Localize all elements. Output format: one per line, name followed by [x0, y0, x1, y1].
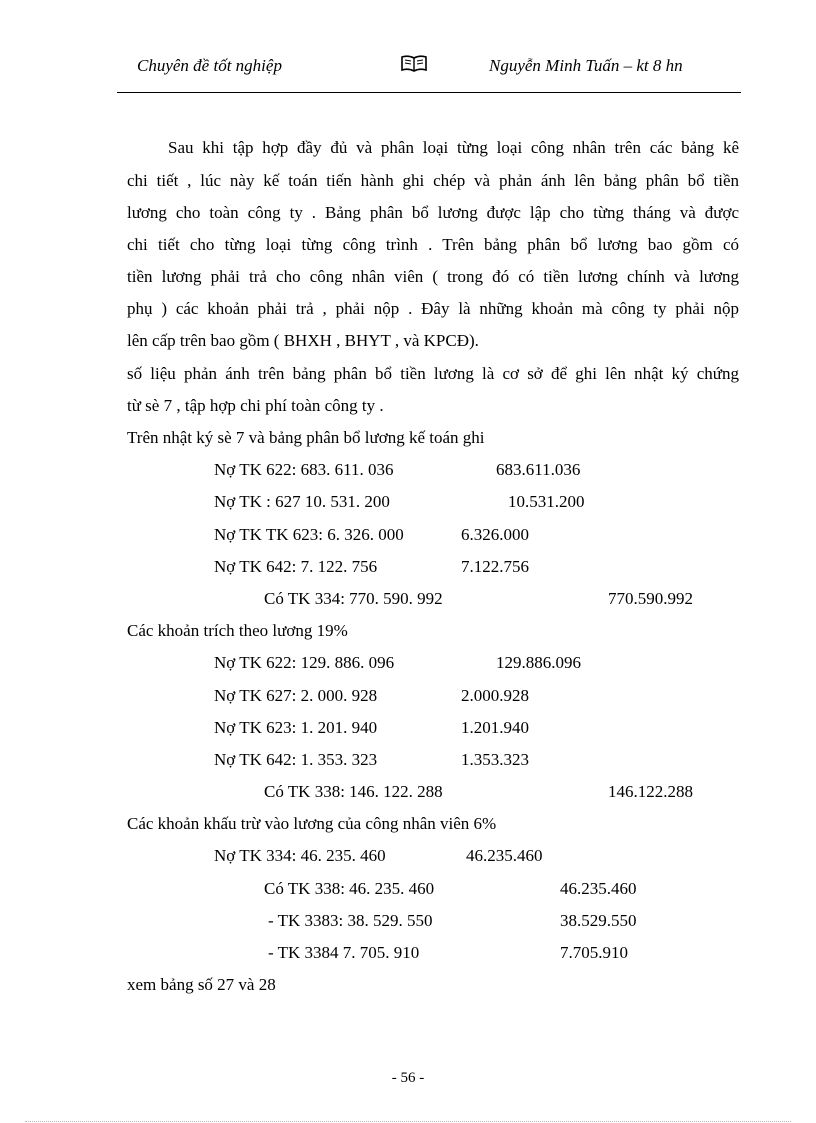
header-title: Chuyên đề tốt nghiệp [137, 56, 282, 75]
entry-label: Nợ TK 627: 2. 000. 928 [214, 686, 378, 705]
entry-amount: 129.886.096 [496, 653, 581, 672]
entry-label: Có TK 338: 46. 235. 460 [264, 879, 435, 898]
section-title: Trên nhật ký sè 7 và bảng phân bổ lương kế toán ghi [127, 428, 485, 447]
text-line: chi tiết cho từng loại từng công trình . Trên bảng phân bổ lương bao gồm có [127, 235, 739, 254]
entry-label: Nợ TK 642: 7. 122. 756 [214, 557, 378, 576]
entry-label: - TK 3384 7. 705. 910 [268, 943, 420, 962]
entry-amount: 1.353.323 [461, 750, 529, 769]
section-title: Các khoản khấu trừ vào lương của công nhân viên 6% [127, 814, 497, 833]
reference-note: xem bảng số 27 và 28 [127, 975, 276, 994]
entry-amount: 683.611.036 [496, 460, 581, 479]
text-line: từ sè 7 , tập hợp chi phí toàn công ty . [127, 396, 384, 415]
text-line: lương cho toàn công ty . Bảng phân bổ lương được lập cho từng tháng và được [127, 203, 739, 222]
page-header [117, 52, 741, 93]
section-title: Các khoản trích theo lương 19% [127, 621, 348, 640]
text-line: phụ ) các khoản phải trả , phải nộp . Đây là những khoản mà công ty phải nộp [127, 299, 739, 318]
entry-label: Có TK 338: 146. 122. 288 [264, 782, 443, 801]
entry-amount: 2.000.928 [461, 686, 529, 705]
entry-label: Nợ TK 334: 46. 235. 460 [214, 846, 386, 865]
text-line: tiền lương phải trả cho công nhân viên ( trong đó có tiền lương chính và lương [127, 267, 739, 286]
entry-label: Nợ TK TK 623: 6. 326. 000 [214, 525, 404, 544]
entry-amount: 10.531.200 [508, 492, 585, 511]
text-line: Sau khi tập hợp đầy đủ và phân loại từng loại công nhân trên các bảng kê [168, 138, 739, 157]
page-bottom-border [25, 1121, 791, 1122]
entry-label: Nợ TK 622: 129. 886. 096 [214, 653, 395, 672]
entry-amount: 770.590.992 [608, 589, 693, 608]
entry-amount: 6.326.000 [461, 525, 529, 544]
entry-label: Nợ TK 623: 1. 201. 940 [214, 718, 378, 737]
entry-label: Nợ TK 642: 1. 353. 323 [214, 750, 378, 769]
entry-amount: 7.705.910 [560, 943, 628, 962]
entry-label: Có TK 334: 770. 590. 992 [264, 589, 443, 608]
entry-amount: 38.529.550 [560, 911, 637, 930]
open-book-icon [400, 53, 428, 78]
text-line: chi tiết , lúc này kế toán tiến hành ghi chép và phản ánh lên bảng phân bổ tiền [127, 171, 739, 190]
entry-amount: 7.122.756 [461, 557, 529, 576]
entry-amount: 46.235.460 [560, 879, 637, 898]
text-line: số liệu phản ánh trên bảng phân bổ tiền lương là cơ sở để ghi lên nhật ký chứng [127, 364, 739, 383]
entry-label: Nợ TK 622: 683. 611. 036 [214, 460, 394, 479]
header-author: Nguyễn Minh Tuấn – kt 8 hn [489, 56, 683, 75]
entry-amount: 1.201.940 [461, 718, 529, 737]
text-line: lên cấp trên bao gồm ( BHXH , BHYT , và KPCĐ). [127, 331, 479, 350]
page-number: - 56 - [391, 1070, 425, 1086]
entry-label: Nợ TK : 627 10. 531. 200 [214, 492, 390, 511]
entry-amount: 146.122.288 [608, 782, 693, 801]
entry-amount: 46.235.460 [466, 846, 543, 865]
entry-label: - TK 3383: 38. 529. 550 [268, 911, 433, 930]
